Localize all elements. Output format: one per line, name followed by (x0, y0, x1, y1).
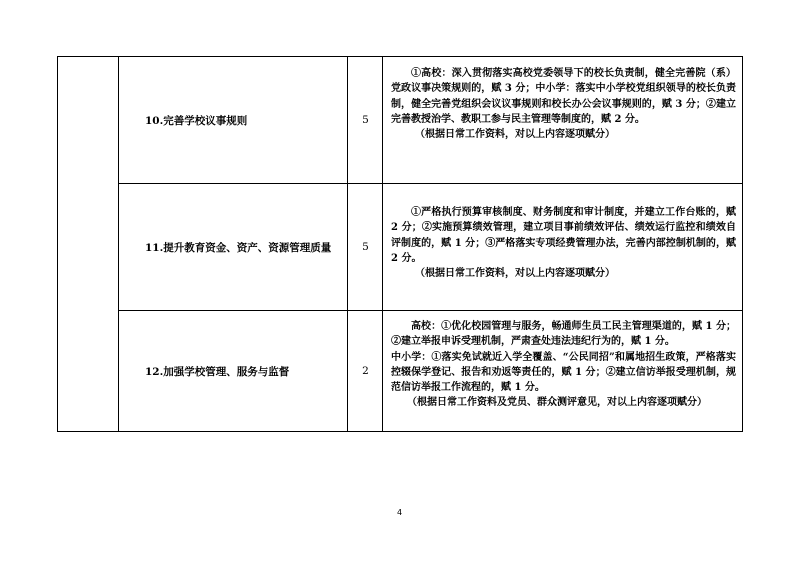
item-name: 12.加强学校管理、服务与监督 (145, 365, 290, 378)
item-name: 10.完善学校议事规则 (145, 114, 248, 127)
criteria-paragraph: ①严格执行预算审核制度、财务制度和审计制度，并建立工作台账的，赋 2 分；②实施预算绩效管理，建立项目事前绩效评估、绩效运行监控和绩效自评制度的，赋 1 分；③严格落实专项经费管理办法，完善内部控制机制的，赋 2 分。 (391, 207, 736, 264)
scoring-note: （根据日常工作资料及党员、群众测评意见，对以上内容逐项赋分） (407, 397, 707, 409)
item-criteria (383, 57, 742, 183)
item-score: 5 (362, 241, 369, 253)
scoring-note: （根据日常工作资料，对以上内容逐项赋分） (415, 129, 615, 141)
item-score: 5 (362, 114, 369, 126)
item-name: 11.提升教育资金、资产、资源管理质量 (145, 241, 332, 254)
item-score: 2 (362, 365, 369, 377)
table-row (58, 57, 742, 183)
page-number: 4 (396, 508, 403, 517)
item-criteria (383, 184, 742, 310)
evaluation-table (57, 56, 743, 432)
table-row (58, 184, 742, 310)
table-row (58, 311, 742, 431)
scoring-note: （根据日常工作资料，对以上内容逐项赋分） (415, 268, 615, 280)
criteria-paragraph: 高校：①优化校园管理与服务，畅通师生员工民主管理渠道的，赋 1 分；②建立举报申诉受理机制，严肃查处违法违纪行为的，赋 1 分。 (391, 321, 736, 348)
criteria-paragraph: 中小学：①落实免试就近入学全覆盖、“公民同招”和属地招生政策，严格落实控辍保学登记、报告和劝返等责任的，赋 1 分；②建立信访举报受理机制，规范信访举报工作流程的，赋 1 分。 (391, 351, 736, 394)
item-criteria (383, 311, 742, 431)
criteria-paragraph: ①高校：深入贯彻落实高校党委领导下的校长负责制，健全完善院（系）党政议事决策规则的，赋 3 分；中小学：落实中小学校党组织领导的校长负责制，健全完善党组织会议议事规则和校长办公会议事规则的，赋 3 分；②建立完善教授治学、教职工参与民主管理等制度的，赋 2 分。 (391, 68, 736, 125)
